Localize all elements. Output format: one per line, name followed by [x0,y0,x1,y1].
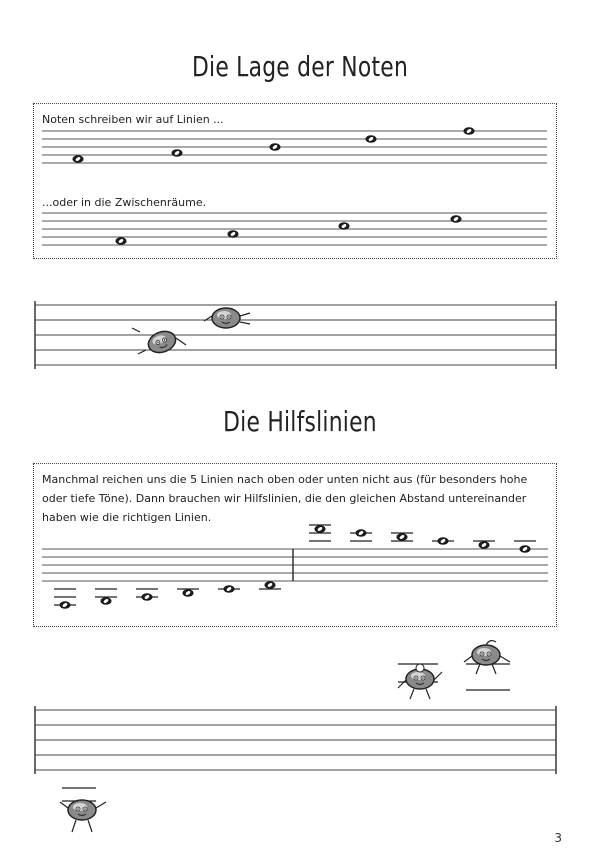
note-on-line-3 [269,143,280,150]
staff-lines-example [42,131,547,163]
title-note-position: Die Lage der Noten [191,50,409,83]
ledger-staff [42,549,548,581]
mascot-lying [145,328,178,356]
practice-staff-2 [35,706,556,774]
note-in-space-2 [227,230,238,237]
ledger-note-low-5 [223,585,234,592]
ledger-note-high-6 [519,545,530,552]
caption-notes-on-lines: Noten schreiben wir auf Linien ... [42,113,224,126]
ledger-note-low-1 [59,601,70,608]
mascot-standing [68,800,96,820]
mascot-below-staff [60,788,106,832]
ledger-lines-high [309,525,536,541]
ledger-note-high-5 [478,541,489,548]
ledger-lines-low [54,589,281,605]
ledger-note-low-4 [182,589,193,596]
note-on-line-5 [463,127,474,134]
mascot-waving [472,645,500,665]
title-ledger-lines: Die Hilfslinien [223,405,377,438]
mascot-swimming [212,308,240,328]
note-on-line-4 [365,135,376,142]
note-in-space-4 [450,215,461,222]
note-on-line-2 [171,149,182,156]
note-in-space-1 [115,237,126,244]
caption-notes-in-spaces: ...oder in die Zwischenräume. [42,196,207,209]
ledger-note-high-4 [437,537,448,544]
ledger-note-high-1 [314,525,325,532]
ledger-note-high-3 [396,533,407,540]
paragraph-ledger-lines: Manchmal reichen uns die 5 Linien nach oben oder unten nicht aus (für besonders hohe oder tiefe Töne). Dann brauchen wir Hilfslinien, die den gleichen Abstand untereinander haben wie die richtigen Linien. [42,473,528,524]
note-in-space-3 [338,222,349,229]
ledger-note-high-2 [355,529,366,536]
mascot-ledger-group [398,641,510,699]
ledger-note-low-2 [100,597,111,604]
page-number: 3 [554,831,562,845]
ledger-note-low-3 [141,593,152,600]
note-on-line-1 [72,155,83,162]
ledger-note-low-6 [264,581,275,588]
practice-staff-1 [35,301,556,369]
